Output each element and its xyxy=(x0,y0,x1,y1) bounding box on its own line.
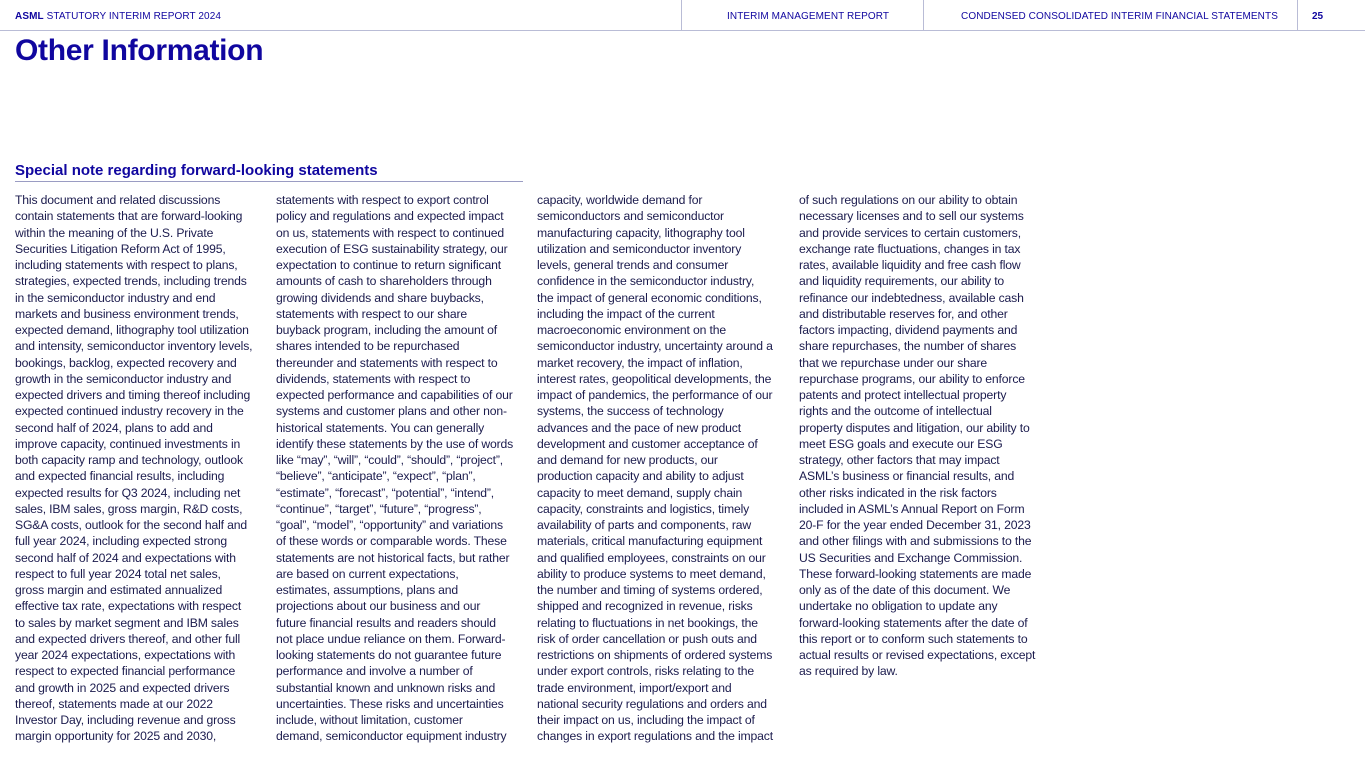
text-line: respect to full year 2024 total net sales, xyxy=(15,566,221,581)
text-line: expected drivers and timing thereof including xyxy=(15,388,251,402)
text-line: meet ESG goals and execute our ESG xyxy=(799,436,1003,451)
text-line: expectation to continue to return significant xyxy=(276,258,501,272)
text-line: other risks indicated in the risk factors xyxy=(799,485,997,500)
text-line: including statements with respect to plans, xyxy=(15,258,238,272)
nav-divider xyxy=(1297,0,1298,30)
text-column-2 xyxy=(276,192,526,745)
text-line: share repurchases, the number of shares xyxy=(799,339,1017,354)
text-line: rates, available liquidity and free cash flow xyxy=(799,258,1021,272)
text-line: second half of 2024 and expectations with xyxy=(15,550,236,565)
text-line: necessary licenses and to sell our systems xyxy=(799,209,1024,224)
text-line: including the impact of the current xyxy=(537,306,715,321)
text-line: systems and customer plans and other non- xyxy=(276,404,507,419)
text-line: respect to expected financial performance xyxy=(15,664,236,679)
text-line: dividends, statements with respect to xyxy=(276,371,471,386)
text-line: growth in the semiconductor industry and xyxy=(15,371,232,386)
text-line: exchange rate fluctuations, changes in tax xyxy=(799,241,1021,256)
text-line: “believe”, “anticipate”, “expect”, “plan”, xyxy=(276,469,476,484)
text-line: projections about our business and our xyxy=(276,599,481,614)
text-line: of these words or comparable words. These xyxy=(276,534,507,549)
text-line: relating to fluctuations in net bookings, the xyxy=(537,615,758,630)
text-line: looking statements do not guarantee future xyxy=(276,648,502,662)
text-line: ASML’s business or financial results, and xyxy=(799,469,1015,484)
text-line: on us, statements with respect to continued xyxy=(276,225,504,240)
text-line: their impact on us, including the impact of xyxy=(537,713,755,727)
text-line: Investor Day, including revenue and gross xyxy=(15,713,236,727)
text-line: only as of the date of this document. We xyxy=(799,583,1011,597)
text-line: national security regulations and orders and xyxy=(537,696,767,711)
text-line: undertake no obligation to update any xyxy=(799,599,998,614)
text-line: “estimate”, “forecast”, “potential”, “intend”, xyxy=(276,485,494,500)
text-line: markets and business environment trends, xyxy=(15,306,239,321)
text-line: both capacity ramp and technology, outlook xyxy=(15,453,243,467)
text-line: and other filings with and submissions to the xyxy=(799,534,1032,549)
text-line: margin opportunity for 2025 and 2030, xyxy=(15,729,217,744)
text-line: that we repurchase under our share xyxy=(799,355,987,370)
text-line: This document and related discussions xyxy=(15,193,221,207)
text-line: bookings, backlog, expected recovery and xyxy=(15,355,237,370)
text-line: as required by law. xyxy=(799,664,898,679)
page-number: 25 xyxy=(1312,11,1324,22)
text-line: semiconductor industry, uncertainty around a xyxy=(537,339,773,354)
text-line: 20-F for the year ended December 31, 2023 xyxy=(799,518,1031,532)
text-line: second half of 2024, plans to add and xyxy=(15,420,213,435)
text-line: “continue”, “target”, “future”, “progress”, xyxy=(276,501,482,516)
text-line: interest rates, geopolitical developments, the xyxy=(537,371,772,386)
text-line: and demand for new products, our xyxy=(537,453,718,467)
text-line: factors impacting, dividend payments and xyxy=(799,323,1018,337)
text-line: expected results for Q3 2024, including net xyxy=(15,485,241,500)
text-line: and provide services to certain customers, xyxy=(799,225,1021,240)
text-line: refinance our indebtedness, available cash xyxy=(799,290,1024,305)
text-line: of such regulations on our ability to obtain xyxy=(799,193,1018,207)
text-line: year 2024 expectations, expectations with xyxy=(15,648,236,662)
text-line: identify these statements by the use of words xyxy=(276,436,514,451)
text-line: strategies, expected trends, including trends xyxy=(15,274,247,289)
text-line: sales, IBM sales, gross margin, R&D costs, xyxy=(15,501,243,516)
text-line: expected performance and capabilities of our xyxy=(276,388,513,402)
text-line: semiconductors and semiconductor xyxy=(537,209,724,224)
text-line: and expected financial results, including xyxy=(15,469,225,484)
brand-name: ASML xyxy=(15,11,44,22)
text-line: SG&A costs, outlook for the second half and xyxy=(15,518,248,532)
nav-divider xyxy=(923,0,924,30)
text-line: strategy, other factors that may impact xyxy=(799,453,1000,467)
text-line: shares intended to be repurchased xyxy=(276,339,460,354)
section-title: Special note regarding forward-looking statements xyxy=(15,162,523,182)
text-line: improve capacity, continued investments in xyxy=(15,436,241,451)
report-title: STATUTORY INTERIM REPORT 2024 xyxy=(43,11,222,22)
text-line: rights and the outcome of intellectual xyxy=(799,404,992,419)
page-title: Other Information xyxy=(15,34,264,67)
text-line: and expected drivers thereof, and other full xyxy=(15,631,241,646)
text-line: repurchase programs, our ability to enforce xyxy=(799,371,1025,386)
text-line: property disputes and litigation, our ability to xyxy=(799,420,1030,435)
text-line: capacity to meet demand, supply chain xyxy=(537,485,743,500)
text-line: and distributable reserves for, and other xyxy=(799,306,1008,321)
text-line: impact of pandemics, the performance of our xyxy=(537,388,773,402)
text-line: advances and the pace of new product xyxy=(537,420,741,435)
text-line: this report or to conform such statements to xyxy=(799,631,1028,646)
text-line: amounts of cash to shareholders through xyxy=(276,274,492,289)
text-line: contain statements that are forward-looking xyxy=(15,209,243,224)
text-line: development and customer acceptance of xyxy=(537,436,758,451)
text-line: US Securities and Exchange Commission. xyxy=(799,550,1023,565)
text-line: These forward-looking statements are made xyxy=(799,566,1032,581)
text-line: ability to produce systems to meet demand, xyxy=(537,566,766,581)
text-line: historical statements. You can generally xyxy=(276,420,485,435)
text-line: “goal”, “model”, “opportunity” and variations xyxy=(276,518,503,532)
text-line: the number and timing of systems ordered, xyxy=(537,583,763,597)
text-line: availability of parts and components, raw xyxy=(537,518,752,532)
text-line: Securities Litigation Reform Act of 1995, xyxy=(15,241,226,256)
text-line: and intensity, semiconductor inventory levels, xyxy=(15,339,253,354)
text-line: statements with respect to export control xyxy=(276,193,489,207)
text-line: estimates, assumptions, plans and xyxy=(276,583,459,597)
text-line: effective tax rate, expectations with respect xyxy=(15,599,242,614)
text-line: and qualified employees, constraints on our xyxy=(537,550,766,565)
text-line: like “may”, “will”, “could”, “should”, “project”, xyxy=(276,453,503,467)
text-line: capacity, worldwide demand for xyxy=(537,193,703,207)
text-line: included in ASML’s Annual Report on Form xyxy=(799,501,1025,516)
text-line: thereunder and statements with respect to xyxy=(276,355,498,370)
text-line: capacity, constraints and logistics, timely xyxy=(537,501,750,516)
report-brand[interactable] xyxy=(15,11,221,22)
text-line: execution of ESG sustainability strategy, our xyxy=(276,241,508,256)
text-column-4 xyxy=(799,192,1049,680)
text-line: gross margin and estimated annualized xyxy=(15,583,223,597)
text-line: future financial results and readers should xyxy=(276,615,496,630)
text-line: macroeconomic environment on the xyxy=(537,323,726,337)
text-line: full year 2024, including expected strong xyxy=(15,534,228,549)
text-line: changes in export regulations and the impact xyxy=(537,729,773,744)
text-line: forward-looking statements after the date of xyxy=(799,615,1028,630)
text-line: patents and protect intellectual property xyxy=(799,388,1007,402)
text-line: expected demand, lithography tool utilization xyxy=(15,323,249,337)
text-line: shipped and recognized in revenue, risks xyxy=(537,599,753,614)
nav-interim-management-report[interactable]: INTERIM MANAGEMENT REPORT xyxy=(727,11,890,22)
text-line: expected continued industry recovery in the xyxy=(15,404,244,419)
text-line: materials, critical manufacturing equipment xyxy=(537,534,763,549)
text-line: to sales by market segment and IBM sales xyxy=(15,615,239,630)
text-line: market recovery, the impact of inflation, xyxy=(537,355,743,370)
nav-divider xyxy=(681,0,682,30)
text-line: thereof, statements made at our 2022 xyxy=(15,696,213,711)
text-line: statements are not historical facts, but rather xyxy=(276,550,510,565)
text-line: not place undue reliance on them. Forward- xyxy=(276,631,506,646)
text-line: include, without limitation, customer xyxy=(276,713,463,727)
text-line: actual results or revised expectations, except xyxy=(799,648,1036,662)
text-line: are based on current expectations, xyxy=(276,566,459,581)
text-line: manufacturing capacity, lithography tool xyxy=(537,225,745,240)
text-line: policy and regulations and expected impact xyxy=(276,209,504,224)
top-header-bar xyxy=(0,0,1365,31)
text-line: substantial known and unknown risks and xyxy=(276,680,496,695)
text-line: performance and involve a number of xyxy=(276,664,473,679)
text-line: growing dividends and share buybacks, xyxy=(276,290,484,305)
text-column-1 xyxy=(15,192,265,745)
text-line: statements with respect to our share xyxy=(276,306,468,321)
text-line: utilization and semiconductor inventory xyxy=(537,241,742,256)
text-line: the impact of general economic conditions, xyxy=(537,290,762,305)
text-line: uncertainties. These risks and uncertainties xyxy=(276,696,504,711)
text-column-3 xyxy=(537,192,787,745)
text-line: confidence in the semiconductor industry, xyxy=(537,274,755,289)
text-line: production capacity and ability to adjust xyxy=(537,469,744,484)
text-line: buyback program, including the amount of xyxy=(276,323,497,337)
text-line: trade environment, import/export and xyxy=(537,680,732,695)
text-line: and liquidity requirements, our ability to xyxy=(799,274,1005,289)
nav-financial-statements[interactable]: CONDENSED CONSOLIDATED INTERIM FINANCIAL STATEMENTS xyxy=(961,11,1278,22)
text-line: risk of order cancellation or push outs and xyxy=(537,631,757,646)
text-line: and growth in 2025 and expected drivers xyxy=(15,680,230,695)
text-line: demand, semiconductor equipment industry xyxy=(276,729,507,744)
text-line: levels, general trends and consumer xyxy=(537,258,729,272)
text-line: systems, the success of technology xyxy=(537,404,724,419)
text-line: under export controls, risks relating to the xyxy=(537,664,754,679)
text-line: in the semiconductor industry and end xyxy=(15,290,216,305)
text-line: restrictions on shipments of ordered systems xyxy=(537,648,773,662)
text-line: within the meaning of the U.S. Private xyxy=(15,225,214,240)
